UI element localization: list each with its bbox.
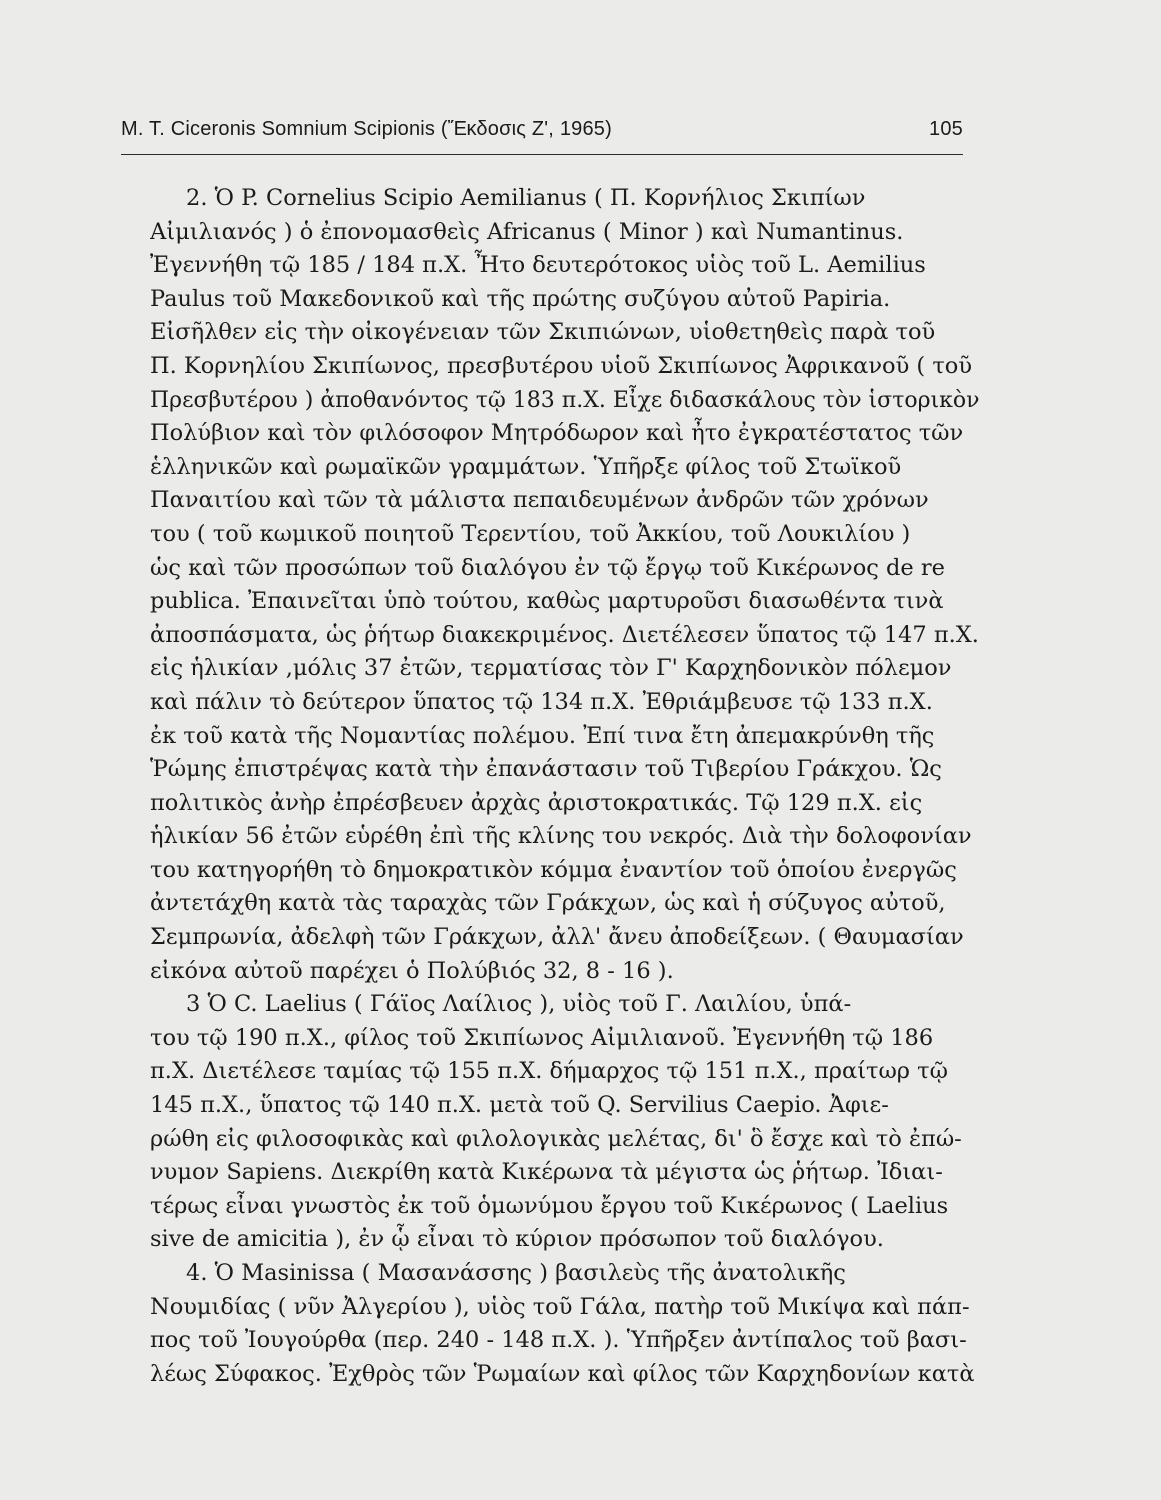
- text-line: 145 π.Χ., ὕπατος τῷ 140 π.Χ. μετὰ τοῦ Q. Servilius Caepio. Ἀφιε-: [150, 1092, 889, 1119]
- text-line: sive de amicitia ), ἐν ᾧ εἶναι τὸ κύριον πρόσωπον τοῦ διαλόγου.: [150, 1226, 884, 1253]
- text-line: ὡς καὶ τῶν προσώπων τοῦ διαλόγου ἐν τῷ ἔργῳ τοῦ Κικέρωνος de re: [150, 554, 945, 581]
- text-line: Π. Κορνηλίου Σκιπίωνος, πρεσβυτέρου υἱοῦ Σκιπίωνος Ἀφρικανοῦ ( τοῦ: [150, 352, 972, 379]
- text-line: εἰς ἡλικίαν ,μόλις 37 ἐτῶν, τερματίσας τὸν Γ' Καρχηδονικὸν πόλεμον: [150, 655, 952, 682]
- header-rule: [121, 154, 963, 155]
- text-line: π.Χ. Διετέλεσε ταμίας τῷ 155 π.Χ. δήμαρχος τῷ 151 π.Χ., πραίτωρ τῷ: [150, 1058, 948, 1085]
- text-line: του κατηγορήθη τὸ δημοκρατικὸν κόμμα ἐναντίον τοῦ ὁποίου ἐνεργῶς: [150, 856, 957, 883]
- paragraph-start-laelius: 3 Ὁ C. Laelius ( Γάϊος Λαίλιος ), υἱὸς τοῦ Γ. Λαιλίου, ὑπά-: [186, 991, 852, 1018]
- text-line: Παναιτίου καὶ τῶν τὰ μάλιστα πεπαιδευμένων ἀνδρῶν τῶν χρόνων: [150, 487, 929, 514]
- text-line: Σεμπρωνία, ἀδελφὴ τῶν Γράκχων, ἀλλ' ἄνευ ἀποδείξεων. ( Θαυμασίαν: [150, 924, 964, 951]
- text-line: Πρεσβυτέρου ) ἀποθανόντος τῷ 183 π.Χ. Εἶχε διδασκάλους τὸν ἱστορικὸν: [150, 387, 980, 413]
- text-line: Paulus τοῦ Μακεδονικοῦ καὶ τῆς πρώτης συζύγου αὐτοῦ Papiria.: [150, 285, 891, 312]
- text-line: εἰκόνα αὐτοῦ παρέχει ὁ Πολύβιός 32, 8 - 16 ).: [150, 957, 674, 984]
- text-line: publica. Ἐπαινεῖται ὑπὸ τούτου, καθὼς μαρτυροῦσι διασωθέντα τινὰ: [150, 588, 944, 615]
- text-line: Ἐγεννήθη τῷ 185 / 184 π.Χ. Ἦτο δευτερότοκος υἱὸς τοῦ L. Aemilius: [150, 252, 926, 279]
- text-line: του τῷ 190 π.Χ., φίλος τοῦ Σκιπίωνος Αἰμιλιανοῦ. Ἐγεννήθη τῷ 186: [150, 1024, 934, 1051]
- running-title: M. T. Ciceronis Somnium Scipionis (Ἔκδοσις Ζ', 1965): [121, 118, 612, 140]
- text-line: καὶ πάλιν τὸ δεύτερον ὕπατος τῷ 134 π.Χ. Ἐθριάμβευσε τῷ 133 π.Χ.: [150, 688, 933, 715]
- text-line: πος τοῦ Ἰουγούρθα (περ. 240 - 148 π.Χ. ). Ὑπῆρξεν ἀντίπαλος τοῦ βασι-: [150, 1327, 967, 1354]
- text-line: Νουμιδίας ( νῦν Ἀλγερίου ), υἱὸς τοῦ Γάλα, πατὴρ τοῦ Μικίψα καὶ πάπ-: [150, 1293, 970, 1320]
- page-number: 105: [929, 118, 963, 140]
- text-line: τέρως εἶναι γνωστὸς ἐκ τοῦ ὁμωνύμου ἔργου τοῦ Κικέρωνος ( Laelius: [150, 1192, 949, 1219]
- text-line: Αἰμιλιανός ) ὁ ἐπονομασθεὶς Africanus ( Minor ) καὶ Numantinus.: [150, 218, 904, 245]
- body-text: [150, 182, 980, 1391]
- text-line: Ῥώμης ἐπιστρέψας κατὰ τὴν ἐπανάστασιν τοῦ Τιβερίου Γράκχου. Ὡς: [150, 756, 942, 783]
- text-line: ἀποσπάσματα, ὡς ῥήτωρ διακεκριμένος. Διετέλεσεν ὕπατος τῷ 147 π.Χ.: [150, 621, 979, 648]
- text-line: ἡλικίαν 56 ἐτῶν εὑρέθη ἐπὶ τῆς κλίνης του νεκρός. Διὰ τὴν δολοφονίαν: [150, 823, 972, 850]
- paragraph-start-scipio: 2. Ὁ P. Cornelius Scipio Aemilianus ( Π. Κορνήλιος Σκιπίων: [186, 185, 866, 211]
- text-line: ἐκ τοῦ κατὰ τῆς Νομαντίας πολέμου. Ἐπί τινα ἔτη ἀπεμακρύνθη τῆς: [150, 722, 935, 749]
- text-line: ρώθη εἰς φιλοσοφικὰς καὶ φιλολογικὰς μελέτας, δι' ὃ ἔσχε καὶ τὸ ἐπώ-: [150, 1125, 962, 1152]
- text-line: νυμον Sapiens. Διεκρίθη κατὰ Κικέρωνα τὰ μέγιστα ὡς ῥήτωρ. Ἰδιαι-: [150, 1159, 943, 1186]
- text-line: ἑλληνικῶν καὶ ρωμαϊκῶν γραμμάτων. Ὑπῆρξε φίλος τοῦ Στωϊκοῦ: [150, 453, 902, 480]
- text-line: πολιτικὸς ἀνὴρ ἐπρέσβευεν ἀρχὰς ἀριστοκρατικάς. Τῷ 129 π.Χ. εἰς: [150, 789, 923, 816]
- text-line: ἀντετάχθη κατὰ τὰς ταραχὰς τῶν Γράκχων, ὡς καὶ ἡ σύζυγος αὐτοῦ,: [150, 890, 946, 917]
- text-line: του ( τοῦ κωμικοῦ ποιητοῦ Τερεντίου, τοῦ Ἀκκίου, τοῦ Λουκιλίου ): [150, 520, 911, 547]
- running-header: [121, 118, 963, 150]
- text-line: Πολύβιον καὶ τὸν φιλόσοφον Μητρόδωρον καὶ ἦτο ἐγκρατέστατος τῶν: [150, 420, 964, 447]
- text-line: λέως Σύφακος. Ἐχθρὸς τῶν Ῥωμαίων καὶ φίλος τῶν Καρχηδονίων κατὰ: [150, 1360, 975, 1387]
- paragraph-start-masinissa: 4. Ὁ Masinissa ( Μασανάσσης ) βασιλεὺς τῆς ἀνατολικῆς: [186, 1260, 846, 1286]
- text-line: Εἰσῆλθεν εἰς τὴν οἰκογένειαν τῶν Σκιπιώνων, υἱοθετηθεὶς παρὰ τοῦ: [150, 319, 936, 346]
